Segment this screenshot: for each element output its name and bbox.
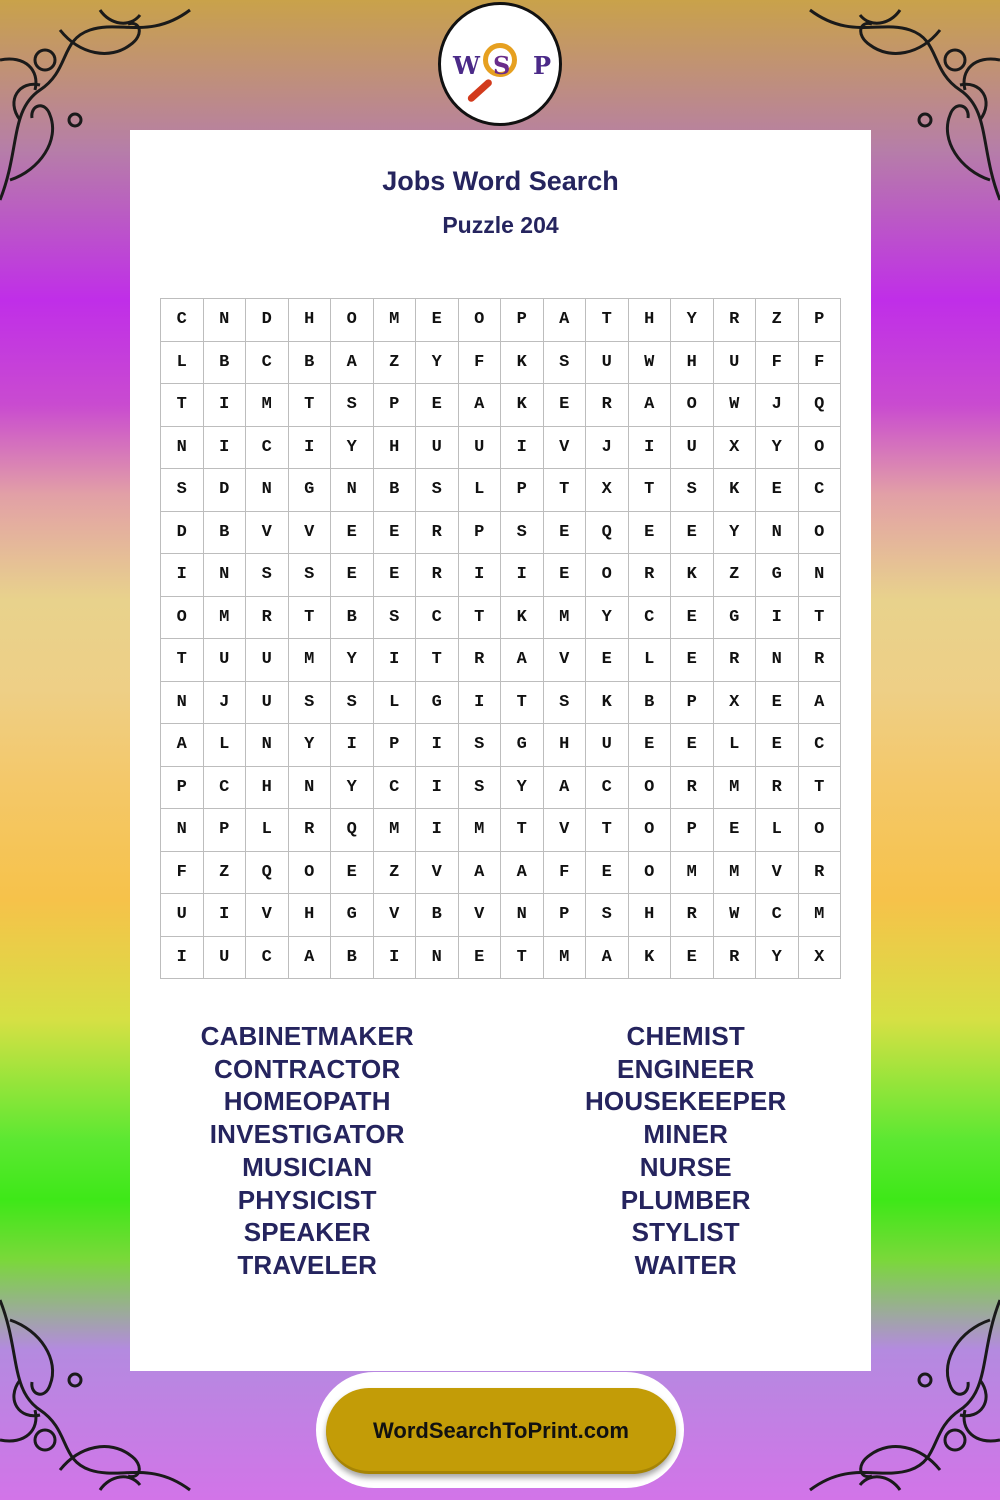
word-item: MUSICIAN — [242, 1151, 373, 1182]
grid-cell[interactable]: I — [416, 767, 459, 810]
grid-cell[interactable]: N — [416, 937, 459, 980]
grid-cell[interactable]: X — [799, 937, 842, 980]
grid-cell[interactable]: C — [246, 937, 289, 980]
grid-cell[interactable]: A — [544, 767, 587, 810]
grid-cell[interactable]: E — [629, 512, 672, 555]
grid-cell[interactable]: V — [374, 894, 417, 937]
grid-cell[interactable]: M — [671, 852, 714, 895]
grid-cell[interactable]: R — [799, 852, 842, 895]
grid-cell[interactable]: I — [161, 554, 204, 597]
grid-cell[interactable]: S — [289, 682, 332, 725]
grid-cell[interactable]: S — [459, 767, 502, 810]
grid-cell[interactable]: H — [246, 767, 289, 810]
grid-cell[interactable]: Q — [331, 809, 374, 852]
word-item: WAITER — [634, 1249, 737, 1280]
grid-cell[interactable]: N — [161, 682, 204, 725]
grid-cell[interactable]: E — [544, 512, 587, 555]
word-item: CABINETMAKER — [200, 1021, 414, 1051]
grid-cell[interactable]: R — [586, 384, 629, 427]
grid-cell[interactable]: A — [799, 682, 842, 725]
grid-cell[interactable]: E — [586, 852, 629, 895]
grid-cell[interactable]: K — [671, 554, 714, 597]
grid-cell[interactable]: P — [501, 299, 544, 342]
grid-cell[interactable]: Z — [204, 852, 247, 895]
grid-cell[interactable]: C — [756, 894, 799, 937]
grid-cell[interactable]: G — [331, 894, 374, 937]
grid-cell[interactable]: E — [629, 724, 672, 767]
grid-cell[interactable]: W — [714, 894, 757, 937]
grid-cell[interactable]: O — [331, 299, 374, 342]
grid-cell[interactable]: P — [501, 469, 544, 512]
puzzle-sheet — [130, 130, 871, 1371]
grid-cell[interactable]: I — [501, 554, 544, 597]
grid-cell[interactable]: T — [161, 639, 204, 682]
word-item: STYLIST — [631, 1217, 740, 1248]
grid-cell[interactable]: L — [459, 469, 502, 512]
grid-cell[interactable]: C — [799, 724, 842, 767]
grid-cell[interactable]: G — [756, 554, 799, 597]
grid-cell[interactable]: H — [671, 342, 714, 385]
grid-cell[interactable]: E — [416, 384, 459, 427]
grid-cell[interactable]: H — [629, 299, 672, 342]
grid-cell[interactable]: A — [501, 639, 544, 682]
letter-grid — [160, 298, 841, 979]
grid-cell[interactable]: I — [204, 384, 247, 427]
grid-cell[interactable]: F — [756, 342, 799, 385]
grid-cell[interactable]: M — [374, 809, 417, 852]
grid-cell[interactable]: E — [671, 597, 714, 640]
grid-cell[interactable]: M — [459, 809, 502, 852]
grid-cell[interactable]: C — [586, 767, 629, 810]
grid-cell[interactable]: T — [799, 767, 842, 810]
grid-cell[interactable]: I — [756, 597, 799, 640]
grid-cell[interactable]: H — [289, 299, 332, 342]
grid-cell[interactable]: E — [756, 469, 799, 512]
footer-badge — [316, 1372, 684, 1488]
site-button[interactable] — [326, 1388, 676, 1474]
grid-cell[interactable]: M — [374, 299, 417, 342]
grid-cell[interactable]: N — [161, 809, 204, 852]
grid-cell[interactable]: G — [416, 682, 459, 725]
grid-cell[interactable]: T — [501, 809, 544, 852]
grid-cell[interactable]: N — [501, 894, 544, 937]
grid-cell[interactable]: R — [416, 554, 459, 597]
grid-cell[interactable]: I — [289, 427, 332, 470]
wsp-logo — [438, 2, 562, 126]
grid-cell[interactable]: E — [331, 852, 374, 895]
grid-cell[interactable]: P — [671, 809, 714, 852]
grid-cell[interactable]: S — [544, 342, 587, 385]
grid-cell[interactable]: K — [501, 384, 544, 427]
grid-cell[interactable]: F — [799, 342, 842, 385]
grid-cell[interactable]: S — [586, 894, 629, 937]
grid-cell[interactable]: S — [501, 512, 544, 555]
grid-cell[interactable]: N — [756, 512, 799, 555]
grid-cell[interactable]: E — [671, 512, 714, 555]
grid-cell[interactable]: I — [629, 427, 672, 470]
grid-cell[interactable]: M — [204, 597, 247, 640]
grid-cell[interactable]: C — [629, 597, 672, 640]
grid-cell[interactable]: L — [246, 809, 289, 852]
grid-cell[interactable]: O — [799, 512, 842, 555]
grid-cell[interactable]: U — [204, 639, 247, 682]
grid-cell[interactable]: B — [204, 342, 247, 385]
grid-cell[interactable]: J — [756, 384, 799, 427]
grid-cell[interactable]: E — [586, 639, 629, 682]
grid-cell[interactable]: E — [331, 554, 374, 597]
grid-cell[interactable]: L — [714, 724, 757, 767]
grid-cell[interactable]: F — [459, 342, 502, 385]
grid-cell[interactable]: U — [714, 342, 757, 385]
grid-cell[interactable]: Y — [714, 512, 757, 555]
grid-cell[interactable]: I — [331, 724, 374, 767]
grid-cell[interactable]: K — [714, 469, 757, 512]
grid-cell[interactable]: T — [161, 384, 204, 427]
grid-cell[interactable]: U — [671, 427, 714, 470]
grid-cell[interactable]: R — [714, 299, 757, 342]
grid-cell[interactable]: C — [246, 342, 289, 385]
grid-cell[interactable]: A — [629, 384, 672, 427]
grid-cell[interactable]: I — [459, 554, 502, 597]
grid-cell[interactable]: M — [289, 639, 332, 682]
grid-cell[interactable]: I — [374, 639, 417, 682]
word-item: SPEAKER — [243, 1217, 371, 1248]
logo-letter-s: S — [493, 51, 511, 80]
grid-cell[interactable]: S — [374, 597, 417, 640]
grid-cell[interactable]: E — [671, 639, 714, 682]
grid-cell[interactable]: H — [629, 894, 672, 937]
grid-cell[interactable]: V — [289, 512, 332, 555]
grid-cell[interactable]: H — [289, 894, 332, 937]
grid-cell[interactable]: R — [671, 767, 714, 810]
grid-cell[interactable]: Z — [756, 299, 799, 342]
word-item: CHEMIST — [626, 1021, 745, 1051]
word-item: MINER — [643, 1119, 729, 1150]
grid-cell[interactable]: O — [629, 767, 672, 810]
word-item: INVESTIGATOR — [209, 1119, 405, 1150]
grid-cell[interactable]: R — [799, 639, 842, 682]
grid-cell[interactable]: B — [416, 894, 459, 937]
grid-cell[interactable]: N — [799, 554, 842, 597]
grid-cell[interactable]: S — [416, 469, 459, 512]
grid-cell[interactable]: M — [246, 384, 289, 427]
grid-cell[interactable]: P — [544, 894, 587, 937]
grid-cell[interactable]: P — [374, 724, 417, 767]
grid-cell[interactable]: N — [246, 469, 289, 512]
grid-cell[interactable]: L — [161, 342, 204, 385]
grid-cell[interactable]: E — [671, 937, 714, 980]
grid-cell[interactable]: U — [459, 427, 502, 470]
grid-cell[interactable]: T — [501, 682, 544, 725]
grid-cell[interactable]: S — [671, 469, 714, 512]
grid-cell[interactable]: V — [416, 852, 459, 895]
word-list — [130, 1020, 871, 1282]
grid-cell[interactable]: C — [204, 767, 247, 810]
grid-cell[interactable]: X — [714, 682, 757, 725]
grid-cell[interactable]: A — [459, 852, 502, 895]
word-item: HOUSEKEEPER — [584, 1086, 787, 1117]
grid-cell[interactable]: N — [161, 427, 204, 470]
grid-cell[interactable]: Y — [586, 597, 629, 640]
grid-cell[interactable]: C — [416, 597, 459, 640]
grid-cell[interactable]: C — [161, 299, 204, 342]
grid-cell[interactable]: I — [416, 809, 459, 852]
grid-cell[interactable]: Y — [289, 724, 332, 767]
grid-cell[interactable]: T — [289, 384, 332, 427]
grid-cell[interactable]: R — [459, 639, 502, 682]
puzzle-title: Jobs Word Search — [382, 166, 619, 196]
grid-cell[interactable]: N — [756, 639, 799, 682]
grid-cell[interactable]: A — [501, 852, 544, 895]
grid-cell[interactable]: X — [714, 427, 757, 470]
grid-cell[interactable]: E — [671, 724, 714, 767]
grid-cell[interactable]: S — [459, 724, 502, 767]
grid-cell[interactable]: P — [799, 299, 842, 342]
grid-cell[interactable]: K — [586, 682, 629, 725]
grid-cell[interactable]: D — [204, 469, 247, 512]
grid-cell[interactable]: O — [799, 809, 842, 852]
grid-cell[interactable]: E — [416, 299, 459, 342]
grid-cell[interactable]: M — [714, 852, 757, 895]
grid-cell[interactable]: O — [629, 852, 672, 895]
grid-cell[interactable]: C — [799, 469, 842, 512]
grid-cell[interactable]: K — [501, 342, 544, 385]
grid-cell[interactable]: E — [459, 937, 502, 980]
grid-cell[interactable]: R — [416, 512, 459, 555]
word-item: TRAVELER — [237, 1249, 378, 1280]
grid-cell[interactable]: E — [544, 384, 587, 427]
grid-cell[interactable]: Y — [501, 767, 544, 810]
grid-cell[interactable]: T — [459, 597, 502, 640]
grid-cell[interactable]: V — [246, 512, 289, 555]
grid-cell[interactable]: P — [459, 512, 502, 555]
grid-cell[interactable]: Z — [374, 342, 417, 385]
grid-cell[interactable]: M — [544, 597, 587, 640]
word-item: PLUMBER — [620, 1184, 751, 1215]
grid-cell[interactable]: O — [586, 554, 629, 597]
grid-cell[interactable]: W — [714, 384, 757, 427]
grid-cell[interactable]: G — [289, 469, 332, 512]
grid-cell[interactable]: Y — [331, 639, 374, 682]
grid-cell[interactable]: Y — [756, 937, 799, 980]
grid-cell[interactable]: Q — [799, 384, 842, 427]
grid-cell[interactable]: X — [586, 469, 629, 512]
grid-cell[interactable]: C — [374, 767, 417, 810]
grid-cell[interactable]: C — [246, 427, 289, 470]
grid-cell[interactable]: O — [161, 597, 204, 640]
word-item: NURSE — [639, 1151, 732, 1182]
grid-cell[interactable]: I — [416, 724, 459, 767]
grid-cell[interactable]: G — [501, 724, 544, 767]
logo-letter-p: P — [533, 51, 552, 80]
grid-cell[interactable]: H — [544, 724, 587, 767]
grid-cell[interactable]: O — [799, 427, 842, 470]
grid-cell[interactable]: D — [246, 299, 289, 342]
grid-cell[interactable]: I — [204, 894, 247, 937]
grid-cell[interactable]: Y — [671, 299, 714, 342]
word-list-left — [122, 1020, 493, 1282]
grid-cell[interactable]: A — [161, 724, 204, 767]
grid-cell[interactable]: S — [331, 682, 374, 725]
grid-cell[interactable]: K — [501, 597, 544, 640]
grid-cell[interactable]: H — [374, 427, 417, 470]
grid-cell[interactable]: R — [714, 937, 757, 980]
grid-cell[interactable]: R — [289, 809, 332, 852]
grid-cell[interactable]: P — [374, 384, 417, 427]
grid-cell[interactable]: T — [544, 469, 587, 512]
grid-cell[interactable]: A — [289, 937, 332, 980]
grid-cell[interactable]: S — [289, 554, 332, 597]
grid-cell[interactable]: U — [586, 342, 629, 385]
grid-cell[interactable]: M — [544, 937, 587, 980]
grid-cell[interactable]: B — [629, 682, 672, 725]
grid-cell[interactable]: E — [331, 512, 374, 555]
grid-cell[interactable]: V — [544, 639, 587, 682]
grid-cell[interactable]: V — [544, 427, 587, 470]
grid-cell[interactable]: A — [459, 384, 502, 427]
grid-cell[interactable]: B — [289, 342, 332, 385]
word-item: PHYSICIST — [237, 1184, 377, 1215]
grid-cell[interactable]: E — [374, 512, 417, 555]
grid-cell[interactable]: V — [459, 894, 502, 937]
grid-cell[interactable]: T — [501, 937, 544, 980]
grid-cell[interactable]: D — [161, 512, 204, 555]
grid-cell[interactable]: R — [756, 767, 799, 810]
grid-cell[interactable]: R — [246, 597, 289, 640]
grid-cell[interactable]: E — [756, 724, 799, 767]
grid-cell[interactable]: U — [204, 937, 247, 980]
word-item: ENGINEER — [617, 1053, 755, 1084]
grid-cell[interactable]: M — [799, 894, 842, 937]
grid-cell[interactable]: U — [586, 724, 629, 767]
grid-cell[interactable]: B — [374, 469, 417, 512]
grid-cell[interactable]: E — [544, 554, 587, 597]
grid-cell[interactable]: F — [161, 852, 204, 895]
magnifier-handle — [466, 78, 493, 103]
grid-cell[interactable]: S — [544, 682, 587, 725]
grid-cell[interactable]: K — [629, 937, 672, 980]
grid-cell[interactable]: F — [544, 852, 587, 895]
grid-cell[interactable]: O — [289, 852, 332, 895]
grid-cell[interactable]: L — [204, 724, 247, 767]
logo-letter-w: W — [453, 51, 480, 80]
grid-cell[interactable]: T — [289, 597, 332, 640]
grid-cell[interactable]: T — [586, 809, 629, 852]
grid-cell[interactable]: O — [459, 299, 502, 342]
grid-cell[interactable]: N — [331, 469, 374, 512]
grid-cell[interactable]: P — [671, 682, 714, 725]
grid-cell[interactable]: I — [501, 427, 544, 470]
grid-cell[interactable]: U — [416, 427, 459, 470]
word-item: CONTRACTOR — [214, 1053, 401, 1084]
grid-cell[interactable]: L — [374, 682, 417, 725]
grid-cell[interactable]: B — [331, 597, 374, 640]
grid-cell[interactable]: E — [374, 554, 417, 597]
grid-cell[interactable]: R — [671, 894, 714, 937]
grid-cell[interactable]: U — [161, 894, 204, 937]
grid-cell[interactable]: G — [714, 597, 757, 640]
grid-cell[interactable]: N — [204, 554, 247, 597]
grid-cell[interactable]: A — [544, 299, 587, 342]
grid-cell[interactable]: P — [204, 809, 247, 852]
grid-cell[interactable]: Y — [416, 342, 459, 385]
grid-cell[interactable]: O — [671, 384, 714, 427]
grid-cell[interactable]: E — [714, 809, 757, 852]
grid-cell[interactable]: T — [586, 299, 629, 342]
word-list-right — [501, 1020, 872, 1282]
grid-cell[interactable]: P — [161, 767, 204, 810]
grid-cell[interactable]: N — [204, 299, 247, 342]
grid-cell[interactable]: E — [756, 682, 799, 725]
puzzle-subtitle: Puzzle 204 — [442, 212, 559, 238]
grid-cell[interactable]: R — [629, 554, 672, 597]
grid-cell[interactable]: Y — [331, 767, 374, 810]
grid-cell[interactable]: T — [629, 469, 672, 512]
grid-cell[interactable]: W — [629, 342, 672, 385]
grid-cell[interactable]: Y — [756, 427, 799, 470]
grid-cell[interactable]: T — [416, 639, 459, 682]
grid-cell[interactable]: R — [714, 639, 757, 682]
site-label: WordSearchToPrint.com — [373, 1418, 629, 1443]
grid-cell[interactable]: I — [374, 937, 417, 980]
grid-cell[interactable]: O — [629, 809, 672, 852]
grid-cell[interactable]: V — [246, 894, 289, 937]
grid-cell[interactable]: Z — [374, 852, 417, 895]
grid-cell[interactable]: J — [586, 427, 629, 470]
grid-cell[interactable]: T — [799, 597, 842, 640]
grid-cell[interactable]: S — [161, 469, 204, 512]
grid-cell[interactable]: L — [756, 809, 799, 852]
grid-cell[interactable]: L — [629, 639, 672, 682]
grid-cell[interactable]: M — [714, 767, 757, 810]
grid-cell[interactable]: I — [459, 682, 502, 725]
grid-cell[interactable]: U — [246, 639, 289, 682]
grid-cell[interactable]: S — [246, 554, 289, 597]
grid-cell[interactable]: B — [204, 512, 247, 555]
grid-cell[interactable]: N — [246, 724, 289, 767]
grid-cell[interactable]: I — [161, 937, 204, 980]
grid-cell[interactable]: V — [544, 809, 587, 852]
grid-cell[interactable]: V — [756, 852, 799, 895]
grid-cell[interactable]: A — [586, 937, 629, 980]
grid-cell[interactable]: U — [246, 682, 289, 725]
grid-cell[interactable]: I — [204, 427, 247, 470]
grid-cell[interactable]: Q — [586, 512, 629, 555]
grid-cell[interactable]: S — [331, 384, 374, 427]
grid-cell[interactable]: N — [289, 767, 332, 810]
grid-cell[interactable]: J — [204, 682, 247, 725]
word-item: HOMEOPATH — [223, 1086, 391, 1117]
grid-cell[interactable]: A — [331, 342, 374, 385]
grid-cell[interactable]: B — [331, 937, 374, 980]
grid-cell[interactable]: Z — [714, 554, 757, 597]
grid-cell[interactable]: Y — [331, 427, 374, 470]
grid-cell[interactable]: Q — [246, 852, 289, 895]
